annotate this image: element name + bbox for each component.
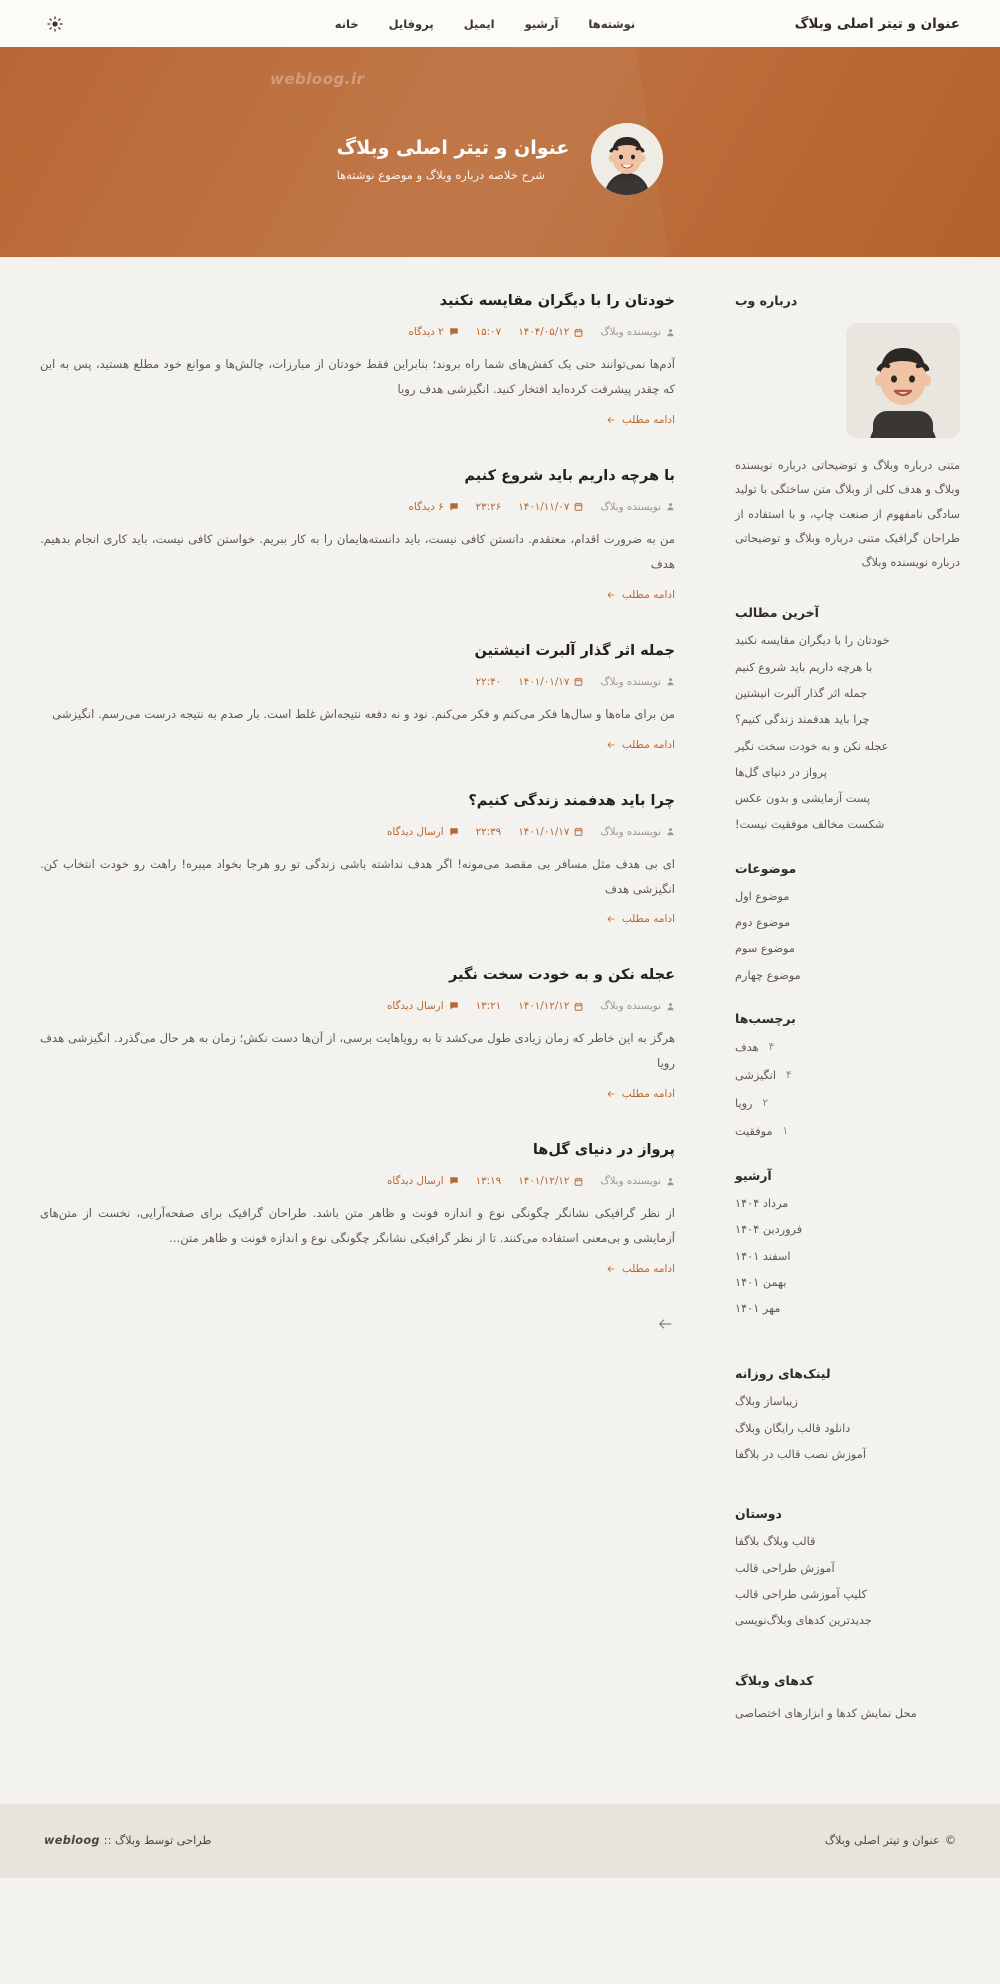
post-time (476, 1000, 502, 1012)
hero-title: عنوان و تیتر اصلی وبلاگ (336, 136, 570, 159)
arrow-left-icon (606, 1090, 616, 1098)
list-item (735, 1615, 960, 1626)
widget-title-about: درباره وب (735, 293, 798, 308)
user-icon (666, 502, 675, 511)
nav-item-home[interactable]: خانه (334, 16, 359, 31)
post-comments-value: ارسال دیدگاه (386, 825, 444, 838)
read-more-label: ادامه مطلب (621, 913, 675, 926)
daily-link[interactable]: زیباساز وبلاگ (735, 1395, 798, 1409)
post-date-value: ۱۴۰۴/۰۵/۱۲ (518, 326, 570, 338)
post-title[interactable]: جمله اثر گذار آلبرت انیشتین (474, 642, 675, 659)
post-comments[interactable] (387, 826, 459, 838)
widget-title-categories: موضوعات (735, 860, 797, 876)
read-more-label: ادامه مطلب (621, 588, 675, 601)
post-title[interactable]: عجله نکن و به خودت سخت نگیر (449, 967, 675, 984)
post-comments-value: ارسال دیدگاه (386, 1175, 444, 1188)
avatar (591, 123, 663, 195)
calendar-icon (574, 827, 583, 836)
post-author (600, 501, 675, 513)
hero-subtitle: شرح خلاصه درباره وبلاگ و موضوع نوشته‌ها (336, 167, 545, 182)
post-time (476, 501, 502, 513)
site-brand[interactable]: عنوان و تیتر اصلی وبلاگ (794, 15, 960, 32)
post-comments-value: ۶ دیدگاه (408, 500, 444, 513)
post-author (600, 326, 675, 338)
post-author (600, 1000, 675, 1012)
webloog-logo[interactable]: webloog (44, 1834, 100, 1848)
sun-icon[interactable] (46, 15, 64, 33)
post-date (518, 501, 583, 513)
post-time-value: ۲۳:۲۶ (475, 500, 502, 513)
post-comments[interactable] (387, 1175, 459, 1187)
latest-post-link[interactable]: با هرچه داریم باید شروع کنیم (735, 660, 873, 674)
comment-icon (449, 827, 459, 837)
daily-link[interactable]: آموزش نصب قالب در بلاگفا (735, 1448, 866, 1462)
friends-list (735, 1536, 960, 1626)
nav-item-archive[interactable]: آرشیو (524, 16, 559, 31)
read-more-label: ادامه مطلب (621, 738, 675, 751)
post-item (40, 643, 675, 751)
hero-banner (0, 47, 1000, 257)
list-item (735, 1251, 960, 1262)
comment-icon (449, 1001, 459, 1011)
sidebar (735, 293, 960, 1754)
post-title[interactable]: چرا باید هدفمند زندگی کنیم؟ (468, 792, 675, 809)
widget-categories (735, 861, 960, 981)
latest-post-link[interactable]: پرواز در دنیای گل‌ها (735, 765, 827, 779)
archive-link[interactable]: بهمن ۱۴۰۱ (735, 1275, 787, 1289)
post-author-name: نویسنده وبلاگ (600, 825, 661, 838)
post-author (600, 826, 675, 838)
post-date-value: ۱۴۰۱/۱۲/۱۲ (518, 1175, 570, 1188)
tag-label: رویا (735, 1096, 753, 1110)
post-date (518, 326, 583, 338)
list-item (735, 1277, 960, 1288)
credit-text: طراحی توسط وبلاگ :: (103, 1834, 212, 1848)
list-item (735, 635, 960, 646)
list-item (735, 714, 960, 725)
tag-count: ۱ (782, 1125, 789, 1138)
about-avatar-image (846, 323, 960, 438)
pagination-prev-button[interactable] (655, 1317, 675, 1331)
calendar-icon (574, 328, 583, 337)
category-link[interactable]: موضوع دوم (735, 916, 791, 930)
post-date (518, 676, 583, 688)
post-date-value: ۱۴۰۱/۱۲/۱۲ (518, 1000, 570, 1013)
post-time-value: ۲۲:۳۹ (475, 825, 502, 838)
page-body (0, 257, 1000, 1794)
post-time (476, 1175, 502, 1187)
tag-item[interactable] (735, 1069, 960, 1082)
post-author-name: نویسنده وبلاگ (600, 1000, 661, 1013)
latest-post-link[interactable]: پست آزمایشی و بدون عکس (735, 792, 871, 806)
list-item (735, 793, 960, 804)
list-item (735, 1303, 960, 1314)
post-time (476, 826, 502, 838)
user-icon (666, 328, 675, 337)
post-item (40, 293, 675, 426)
read-more-link[interactable] (606, 1088, 675, 1100)
list-item (735, 1198, 960, 1209)
categories-list (735, 891, 960, 981)
list-item (735, 1563, 960, 1574)
widget-title-latest: آخرین مطالب (735, 605, 819, 621)
read-more-label: ادامه مطلب (621, 1263, 675, 1276)
post-excerpt: هرگز به این خاطر که زمان زیادی طول می‌کشد تا به رویاهایت برسی، از آن‌ها دست نکش؛ زمان به هر حال می‌گذرد. انگیزشی هدف رویا (40, 1031, 675, 1071)
post-comments-value: ارسال دیدگاه (386, 1000, 444, 1013)
post-date-value: ۱۴۰۱/۰۱/۱۷ (518, 675, 570, 688)
read-more-link[interactable] (606, 739, 675, 751)
arrow-left-icon (606, 915, 616, 923)
friend-link[interactable]: قالب وبلاگ بلاگفا (735, 1535, 816, 1549)
post-date-value: ۱۴۰۱/۰۱/۱۷ (518, 825, 570, 838)
post-time (476, 676, 502, 688)
copyright-symbol: © (944, 1834, 956, 1848)
comment-icon (449, 327, 459, 337)
daily-links-list (735, 1396, 960, 1460)
list-item (735, 917, 960, 928)
calendar-icon (574, 1177, 583, 1186)
post-meta (40, 826, 675, 838)
latest-post-link[interactable]: چرا باید هدفمند زندگی کنیم؟ (735, 713, 870, 727)
pagination (40, 1317, 675, 1331)
latest-post-link[interactable]: جمله اثر گذار آلبرت انیشتین (735, 687, 868, 700)
post-item (40, 468, 675, 601)
widget-archive (735, 1168, 960, 1314)
category-link[interactable]: موضوع چهارم (735, 968, 801, 982)
list-item (735, 1423, 960, 1434)
latest-posts-list (735, 635, 960, 830)
post-comments-value: ۲ دیدگاه (408, 326, 444, 338)
tag-item[interactable] (735, 1097, 960, 1110)
widget-friends (735, 1506, 960, 1626)
post-excerpt: ای بی هدف مثل مسافر بی مقصد می‌مونه! اگر هدف نداشته باشی زندگی تو رو هرجا بخواد میبره! راهت رو خودت انتخاب کن. انگیزشی هدف (40, 856, 675, 896)
post-item (40, 793, 675, 926)
top-navbar (0, 0, 1000, 47)
calendar-icon (574, 677, 583, 686)
copyright-text: عنوان و تیتر اصلی وبلاگ (824, 1834, 940, 1848)
daily-link[interactable]: دانلود قالب رایگان وبلاگ (735, 1421, 851, 1435)
widget-blog-codes (735, 1673, 960, 1724)
post-author-name: نویسنده وبلاگ (600, 500, 661, 513)
post-date (518, 1000, 583, 1012)
list-item (735, 891, 960, 902)
post-time-value: ۲۲:۴۰ (475, 675, 502, 688)
post-meta (40, 1175, 675, 1187)
post-date (518, 1175, 583, 1187)
avatar-illustration (591, 123, 663, 195)
tag-label: انگیزشی (735, 1068, 777, 1082)
latest-post-link[interactable]: خودتان را با دیگران مقایسه نکنید (735, 634, 890, 648)
main-nav (335, 17, 635, 31)
read-more-link[interactable] (606, 913, 675, 925)
friend-link[interactable]: آموزش طراحی قالب (735, 1561, 835, 1575)
tag-count: ۲ (762, 1097, 769, 1110)
post-time (476, 326, 502, 338)
archive-list (735, 1198, 960, 1314)
archive-link[interactable]: فروردین ۱۴۰۴ (735, 1223, 803, 1237)
list-item (735, 1449, 960, 1460)
post-author-name: نویسنده وبلاگ (600, 326, 661, 338)
archive-link[interactable]: مهر ۱۴۰۱ (735, 1302, 781, 1316)
about-avatar-illustration (846, 323, 960, 438)
post-author-name: نویسنده وبلاگ (600, 1175, 661, 1188)
post-footer (40, 1088, 675, 1100)
post-meta (40, 501, 675, 513)
user-icon (666, 677, 675, 686)
tag-label: هدف (735, 1040, 759, 1054)
comment-icon (449, 502, 459, 512)
widget-title-friends: دوستان (735, 1506, 782, 1522)
post-date-value: ۱۴۰۱/۱۱/۰۷ (518, 500, 570, 513)
calendar-icon (574, 1002, 583, 1011)
post-footer (40, 414, 675, 426)
widget-latest-posts (735, 605, 960, 830)
tag-item[interactable] (735, 1125, 960, 1138)
footer-copyright (825, 1834, 956, 1847)
archive-link[interactable]: مرداد ۱۴۰۴ (735, 1196, 789, 1210)
user-icon (666, 1002, 675, 1011)
post-author-name: نویسنده وبلاگ (600, 675, 661, 688)
comment-icon (449, 1176, 459, 1186)
post-title[interactable]: خودتان را با دیگران مقایسه نکنید (439, 293, 675, 309)
category-link[interactable]: موضوع اول (735, 889, 790, 903)
post-time-value: ۱۵:۰۷ (475, 326, 502, 338)
latest-post-link[interactable]: شکست مخالف موفقیت نیست! (735, 818, 885, 832)
list-item (735, 741, 960, 752)
post-excerpt: من برای ماه‌ها و سال‌ها فکر می‌کنم و فکر می‌کنم. نود و نه دفعه نتیجه‌اش غلط است. بار صدم به نتیجه درست می‌رسم. انگیزشی (52, 706, 675, 721)
post-footer (40, 589, 675, 601)
arrow-left-icon (606, 1265, 616, 1273)
list-item (735, 1536, 960, 1547)
page-footer (0, 1804, 1000, 1878)
arrow-left-icon (606, 416, 616, 424)
nav-item-profile[interactable]: پروفایل (388, 16, 434, 31)
post-time-value: ۱۳:۲۱ (475, 1000, 502, 1013)
post-excerpt: من به ضرورت اقدام، معتقدم. دانستن کافی نیست، باید دانسته‌هایمان را به کار ببریم. خواستن کافی نیست، باید کاری انجام بدهیم. هدف (40, 531, 675, 571)
footer-credit (44, 1834, 212, 1847)
widget-tags (735, 1011, 960, 1138)
post-excerpt: از نظر گرافیکی نشانگر چگونگی نوع و اندازه فونت و ظاهر متن باشد. طراحان گرافیک برای صفحه‌آرایی، نخست از متن‌های آزمایشی و بی‌معنی استفاده می‌کنند. تا از نظر گرافیکی نشانگر چگونگی نوع و اندازه فونت و ظاهر متن... (40, 1206, 675, 1246)
widget-title-blog-codes: کدهای وبلاگ (735, 1672, 814, 1688)
post-item (40, 967, 675, 1100)
list-item (735, 1396, 960, 1407)
widget-title-daily-links: لینک‌های روزانه (735, 1366, 831, 1382)
widget-title-tags: برچسب‌ها (735, 1010, 796, 1026)
post-meta (40, 676, 675, 688)
post-title[interactable]: با هرچه داریم باید شروع کنیم (464, 467, 675, 484)
tag-count: ۴ (768, 1041, 775, 1054)
user-icon (666, 1177, 675, 1186)
widget-about (735, 293, 960, 575)
friend-link[interactable]: جدیدترین کدهای وبلاگ‌نویسی (735, 1614, 872, 1628)
calendar-icon (574, 502, 583, 511)
read-more-link[interactable] (606, 1263, 675, 1275)
post-date (518, 826, 583, 838)
nav-item-email[interactable]: ایمیل (463, 16, 495, 31)
post-item (40, 1142, 675, 1275)
category-link[interactable]: موضوع سوم (735, 942, 795, 956)
list-item (735, 970, 960, 981)
read-more-link[interactable] (606, 414, 675, 426)
read-more-label: ادامه مطلب (621, 413, 675, 426)
post-footer (40, 1263, 675, 1275)
post-title[interactable]: پرواز در دنیای گل‌ها (532, 1142, 675, 1159)
post-comments[interactable] (408, 326, 458, 338)
arrow-left-icon (655, 1317, 675, 1331)
post-comments[interactable] (387, 1000, 459, 1012)
tag-label: موفقیت (735, 1124, 773, 1138)
arrow-left-icon (606, 741, 616, 749)
read-more-label: ادامه مطلب (621, 1088, 675, 1101)
post-meta (40, 1000, 675, 1012)
post-excerpt: آدم‌ها نمی‌توانند حتی یک کفش‌های شما راه بروند؛ بنابراین فقط خودتان از مبارزات، چالش‌ها و موانع خود مطلع هستید، پس به این که چقدر پیشرفت کرده‌اید افتخار کنید. انگیزشی هدف رویا (40, 357, 675, 396)
list-item (735, 767, 960, 778)
list-item (735, 1589, 960, 1600)
widget-title-archive: آرشیو (735, 1167, 772, 1183)
list-item (735, 819, 960, 830)
user-icon (666, 827, 675, 836)
post-author (600, 1175, 675, 1187)
read-more-link[interactable] (606, 589, 675, 601)
tag-count: ۴ (786, 1069, 792, 1082)
list-item (735, 688, 960, 699)
post-meta (40, 326, 675, 338)
post-list (40, 293, 735, 1331)
post-time-value: ۱۳:۱۹ (475, 1175, 502, 1188)
tag-item[interactable] (735, 1041, 960, 1054)
blog-codes-text: محل نمایش کدها و ابزارهای اختصاصی (735, 1706, 917, 1720)
about-text: متنی درباره وبلاگ و توضیحاتی درباره نویسنده وبلاگ و هدف کلی از وبلاگ متن ساختگی با تولید سادگی نامفهوم از صنعت چاپ، و با استفاده از طراحان گرافیک متنی درباره وبلاگ و توضیحاتی درباره نویسنده وبلاگ (735, 459, 960, 570)
list-item (735, 662, 960, 673)
post-comments[interactable] (408, 501, 458, 513)
post-author (600, 676, 675, 688)
post-footer (40, 913, 675, 925)
arrow-left-icon (606, 591, 616, 599)
hero-watermark: webloog.ir (270, 70, 365, 88)
friend-link[interactable]: کلیپ آموزشی طراحی قالب (735, 1587, 867, 1601)
nav-item-posts[interactable]: نوشته‌ها (588, 16, 636, 31)
list-item (735, 1224, 960, 1235)
latest-post-link[interactable]: عجله نکن و به خودت سخت نگیر (735, 739, 889, 753)
archive-link[interactable]: اسفند ۱۴۰۱ (735, 1249, 791, 1263)
post-footer (40, 739, 675, 751)
widget-daily-links (735, 1366, 960, 1460)
list-item (735, 943, 960, 954)
